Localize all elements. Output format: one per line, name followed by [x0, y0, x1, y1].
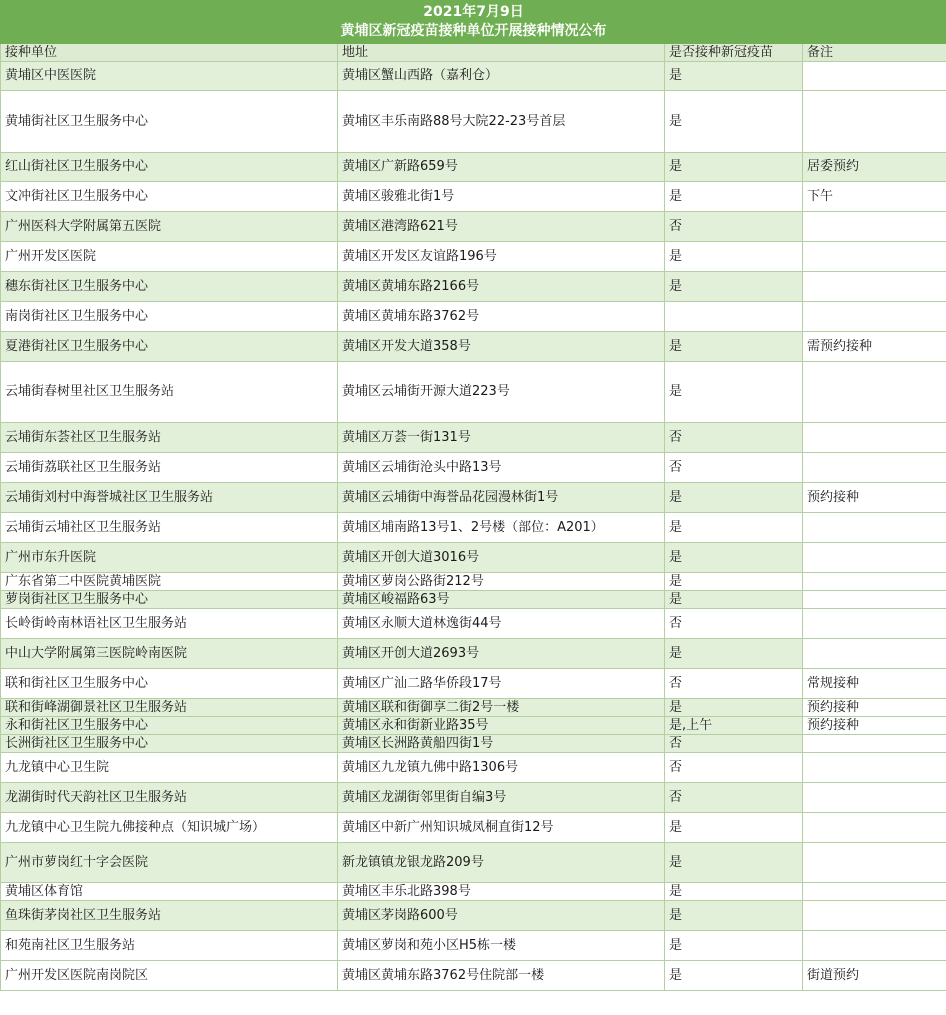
cell-address: 黄埔区永和街新业路35号 [338, 717, 665, 735]
cell-unit: 长岭街岭南林语社区卫生服务站 [1, 609, 338, 639]
cell-note: 居委预约 [803, 153, 946, 182]
cell-vaccinating: 是 [665, 883, 803, 901]
cell-vaccinating: 否 [665, 212, 803, 242]
cell-vaccinating: 是 [665, 961, 803, 991]
cell-vaccinating: 是 [665, 483, 803, 513]
cell-unit: 广州市东升医院 [1, 543, 338, 573]
table-row [1, 883, 946, 901]
cell-note [803, 543, 946, 573]
cell-vaccinating: 否 [665, 453, 803, 483]
cell-note: 需预约接种 [803, 332, 946, 362]
cell-unit: 南岗街社区卫生服务中心 [1, 302, 338, 332]
cell-address: 黄埔区万荟一街131号 [338, 423, 665, 453]
cell-unit: 联和街峰湖御景社区卫生服务站 [1, 699, 338, 717]
cell-address: 黄埔区开创大道2693号 [338, 639, 665, 669]
table-row [1, 931, 946, 961]
cell-vaccinating: 是 [665, 573, 803, 591]
table-row [1, 543, 946, 573]
cell-unit: 广州开发区医院南岗院区 [1, 961, 338, 991]
cell-vaccinating: 是 [665, 843, 803, 883]
cell-address: 黄埔区开创大道3016号 [338, 543, 665, 573]
cell-note [803, 639, 946, 669]
cell-unit: 广东省第二中医院黄埔医院 [1, 573, 338, 591]
table-row [1, 735, 946, 753]
cell-address: 黄埔区峻福路63号 [338, 591, 665, 609]
column-header-address: 地址 [338, 44, 665, 62]
cell-note [803, 91, 946, 153]
cell-address: 黄埔区永顺大道林逸街44号 [338, 609, 665, 639]
cell-unit: 文冲街社区卫生服务中心 [1, 182, 338, 212]
cell-note [803, 609, 946, 639]
cell-address: 黄埔区龙湖街邻里街自编3号 [338, 783, 665, 813]
table-row [1, 609, 946, 639]
column-header-note: 备注 [803, 44, 946, 62]
cell-vaccinating: 是 [665, 591, 803, 609]
cell-note [803, 735, 946, 753]
cell-note [803, 423, 946, 453]
cell-vaccinating: 是 [665, 62, 803, 91]
cell-vaccinating: 否 [665, 735, 803, 753]
cell-address: 黄埔区萝岗和苑小区H5栋一楼 [338, 931, 665, 961]
table-row [1, 813, 946, 843]
cell-vaccinating: 是 [665, 153, 803, 182]
cell-unit: 九龙镇中心卫生院九佛接种点（知识城广场） [1, 813, 338, 843]
cell-unit: 云埔街刘村中海誉城社区卫生服务站 [1, 483, 338, 513]
cell-note [803, 513, 946, 543]
cell-note [803, 591, 946, 609]
column-header-unit: 接种单位 [1, 44, 338, 62]
cell-unit: 广州医科大学附属第五医院 [1, 212, 338, 242]
cell-address: 黄埔区开发区友谊路196号 [338, 242, 665, 272]
cell-vaccinating: 是 [665, 813, 803, 843]
cell-address: 黄埔区广汕二路华侨段17号 [338, 669, 665, 699]
cell-note: 预约接种 [803, 699, 946, 717]
cell-note [803, 901, 946, 931]
column-header-vaccinating: 是否接种新冠疫苗 [665, 44, 803, 62]
cell-vaccinating: 是,上午 [665, 717, 803, 735]
cell-note: 常规接种 [803, 669, 946, 699]
cell-unit: 云埔街春树里社区卫生服务站 [1, 362, 338, 423]
cell-unit: 联和街社区卫生服务中心 [1, 669, 338, 699]
cell-note [803, 931, 946, 961]
cell-unit: 和苑南社区卫生服务站 [1, 931, 338, 961]
cell-note [803, 883, 946, 901]
cell-vaccinating: 是 [665, 639, 803, 669]
table-row [1, 961, 946, 991]
cell-note: 下午 [803, 182, 946, 212]
cell-note: 预约接种 [803, 483, 946, 513]
cell-address: 黄埔区黄埔东路3762号住院部一楼 [338, 961, 665, 991]
cell-vaccinating: 是 [665, 901, 803, 931]
cell-vaccinating: 是 [665, 362, 803, 423]
table-row [1, 591, 946, 609]
table-row [1, 91, 946, 153]
cell-note [803, 453, 946, 483]
cell-address: 黄埔区埔南路13号1、2号楼（部位：A201） [338, 513, 665, 543]
cell-unit: 广州开发区医院 [1, 242, 338, 272]
sheet-title [1, 1, 946, 44]
cell-vaccinating: 是 [665, 543, 803, 573]
title-date: 2021年7月9日 [423, 4, 524, 20]
cell-note [803, 302, 946, 332]
cell-note [803, 783, 946, 813]
cell-unit: 龙湖街时代天韵社区卫生服务站 [1, 783, 338, 813]
cell-address: 黄埔区云埔街中海誉品花园漫林街1号 [338, 483, 665, 513]
cell-unit: 黄埔街社区卫生服务中心 [1, 91, 338, 153]
cell-unit: 红山街社区卫生服务中心 [1, 153, 338, 182]
table-row [1, 753, 946, 783]
cell-unit: 永和街社区卫生服务中心 [1, 717, 338, 735]
cell-address: 黄埔区中新广州知识城凤桐直街12号 [338, 813, 665, 843]
cell-address: 黄埔区广新路659号 [338, 153, 665, 182]
cell-address: 黄埔区丰乐北路398号 [338, 883, 665, 901]
cell-unit: 穗东街社区卫生服务中心 [1, 272, 338, 302]
cell-address: 新龙镇镇龙银龙路209号 [338, 843, 665, 883]
cell-note: 预约接种 [803, 717, 946, 735]
cell-note [803, 843, 946, 883]
table-row [1, 573, 946, 591]
cell-address: 黄埔区骏雅北街1号 [338, 182, 665, 212]
cell-address: 黄埔区蟹山西路（嘉利仓） [338, 62, 665, 91]
table-row [1, 332, 946, 362]
cell-address: 黄埔区黄埔东路3762号 [338, 302, 665, 332]
cell-note [803, 62, 946, 91]
cell-address: 黄埔区茅岗路600号 [338, 901, 665, 931]
cell-vaccinating: 是 [665, 699, 803, 717]
cell-unit: 夏港街社区卫生服务中心 [1, 332, 338, 362]
cell-note [803, 212, 946, 242]
cell-vaccinating [665, 302, 803, 332]
cell-vaccinating: 是 [665, 91, 803, 153]
table-row [1, 153, 946, 182]
table-row [1, 669, 946, 699]
cell-unit: 黄埔区体育馆 [1, 883, 338, 901]
cell-address: 黄埔区云埔街沧头中路13号 [338, 453, 665, 483]
cell-vaccinating: 否 [665, 783, 803, 813]
table-row [1, 182, 946, 212]
cell-address: 黄埔区联和街御享二街2号一楼 [338, 699, 665, 717]
table-row [1, 272, 946, 302]
cell-note [803, 242, 946, 272]
cell-vaccinating: 是 [665, 242, 803, 272]
cell-unit: 黄埔区中医医院 [1, 62, 338, 91]
table-row [1, 901, 946, 931]
cell-unit: 萝岗街社区卫生服务中心 [1, 591, 338, 609]
cell-vaccinating: 否 [665, 609, 803, 639]
cell-unit: 九龙镇中心卫生院 [1, 753, 338, 783]
cell-vaccinating: 否 [665, 423, 803, 453]
cell-address: 黄埔区黄埔东路2166号 [338, 272, 665, 302]
cell-note [803, 573, 946, 591]
cell-address: 黄埔区九龙镇九佛中路1306号 [338, 753, 665, 783]
cell-note [803, 813, 946, 843]
cell-unit: 鱼珠街茅岗社区卫生服务站 [1, 901, 338, 931]
cell-address: 黄埔区长洲路黄船四街1号 [338, 735, 665, 753]
table-row [1, 423, 946, 453]
table-row [1, 62, 946, 91]
cell-vaccinating: 是 [665, 272, 803, 302]
title-text: 黄埔区新冠疫苗接种单位开展接种情况公布 [340, 23, 607, 39]
table-row [1, 483, 946, 513]
table-row [1, 699, 946, 717]
cell-vaccinating: 是 [665, 182, 803, 212]
cell-note [803, 753, 946, 783]
table-row [1, 242, 946, 272]
cell-address: 黄埔区丰乐南路88号大院22-23号首层 [338, 91, 665, 153]
cell-note [803, 362, 946, 423]
cell-address: 黄埔区萝岗公路街212号 [338, 573, 665, 591]
cell-vaccinating: 否 [665, 753, 803, 783]
table-row [1, 362, 946, 423]
cell-note [803, 272, 946, 302]
cell-vaccinating: 是 [665, 332, 803, 362]
cell-vaccinating: 是 [665, 931, 803, 961]
cell-vaccinating: 否 [665, 669, 803, 699]
cell-address: 黄埔区开发大道358号 [338, 332, 665, 362]
cell-unit: 云埔街荔联社区卫生服务站 [1, 453, 338, 483]
cell-address: 黄埔区云埔街开源大道223号 [338, 362, 665, 423]
cell-note: 街道预约 [803, 961, 946, 991]
cell-unit: 云埔街云埔社区卫生服务站 [1, 513, 338, 543]
table-row [1, 717, 946, 735]
cell-unit: 中山大学附属第三医院岭南医院 [1, 639, 338, 669]
cell-unit: 广州市萝岗红十字会医院 [1, 843, 338, 883]
cell-unit: 云埔街东荟社区卫生服务站 [1, 423, 338, 453]
table-row [1, 513, 946, 543]
table-row [1, 639, 946, 669]
table-row [1, 212, 946, 242]
cell-vaccinating: 是 [665, 513, 803, 543]
table-row [1, 843, 946, 883]
table-row [1, 783, 946, 813]
cell-unit: 长洲街社区卫生服务中心 [1, 735, 338, 753]
table-row [1, 302, 946, 332]
table-row [1, 453, 946, 483]
cell-address: 黄埔区港湾路621号 [338, 212, 665, 242]
